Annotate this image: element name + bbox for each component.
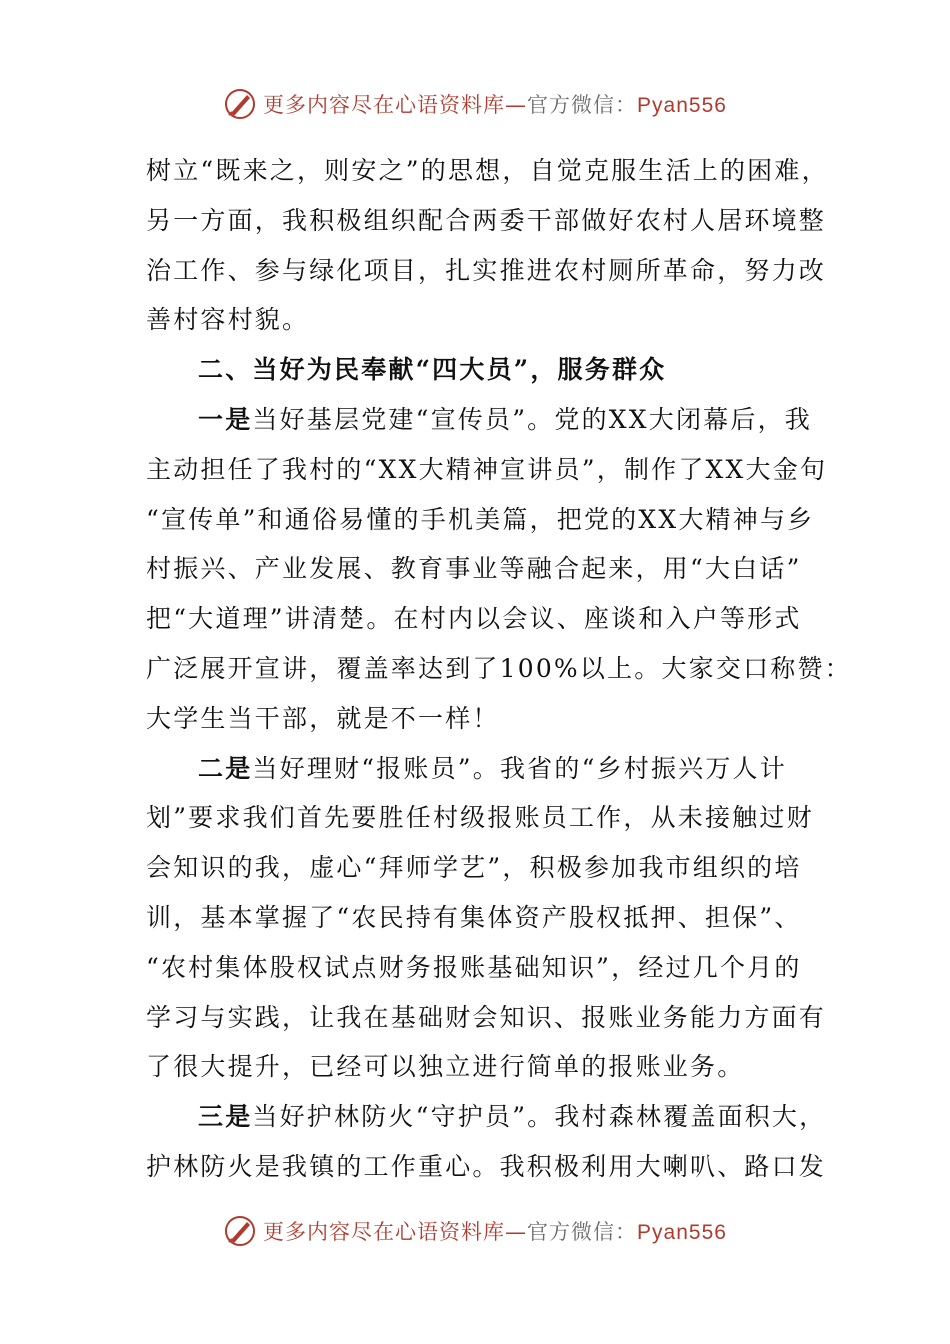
text-line: 树立“既来之，则安之”的思想，自觉克服生活上的困难， — [146, 156, 829, 185]
watermark-separator: — — [505, 93, 528, 117]
text-line: 学习与实践，让我在基础财会知识、报账业务能力方面有 — [146, 1002, 827, 1032]
text-line: 大学生当干部，就是不一样！ — [146, 703, 500, 733]
text-line — [146, 1092, 827, 1142]
text-line — [146, 395, 812, 445]
section-heading: 二、当好为民奉献“四大员”，服务群众 — [198, 355, 667, 385]
watermark-text — [263, 89, 727, 119]
watermark-official-label: 官方微信： — [527, 1220, 638, 1244]
text-line: 划”要求我们首先要胜任村级报账员工作，从未接触过财 — [146, 803, 814, 833]
footer-watermark — [0, 1211, 950, 1251]
text-span: 当好基层党建“宣传员”。党的XX大闭幕后，我 — [252, 404, 812, 434]
pen-logo-icon — [223, 1214, 257, 1248]
watermark-brand: 更多内容尽在心语资料库 — [263, 1220, 506, 1244]
text-line: 了很大提升，已经可以独立进行简单的报账业务。 — [146, 1052, 745, 1082]
text-line: 主动担任了我村的“XX大精神宣讲员”，制作了XX大金句 — [146, 454, 828, 484]
watermark-text — [263, 1216, 727, 1246]
text-line: 治工作、参与绿化项目，扎实推进农村厕所革命，努力改 — [146, 255, 827, 285]
text-line — [146, 744, 806, 794]
point-lead: 一是 — [198, 404, 253, 434]
watermark-wechat-id: Pyan556 — [637, 1221, 727, 1244]
text-line: “宣传单”和通俗易懂的手机美篇，把党的XX大精神与乡 — [146, 504, 815, 534]
header-watermark — [0, 84, 950, 124]
text-line: 训，基本掌握了“农民持有集体资产股权抵押、担保”、 — [146, 902, 802, 932]
text-line: 会知识的我，虚心“拜师学艺”，积极参加我市组织的培 — [146, 853, 802, 883]
text-span: 当好护林防火“守护员”。我村森林覆盖面积大， — [252, 1102, 827, 1132]
text-line: 村振兴、产业发展、教育事业等融合起来，用“大白话” — [146, 554, 802, 584]
watermark-separator: — — [505, 1220, 528, 1244]
text-line: 另一方面，我积极组织配合两委干部做好农村人居环境整 — [146, 205, 827, 235]
watermark-brand: 更多内容尽在心语资料库 — [263, 93, 506, 117]
text-line: 广泛展开宣讲，覆盖率达到了100%以上。大家交口称赞： — [146, 653, 852, 683]
watermark-wechat-id: Pyan556 — [637, 94, 727, 117]
document-body — [146, 146, 852, 1192]
watermark-official-label: 官方微信： — [527, 93, 638, 117]
text-span: 当好理财“报账员”。我省的“乡村振兴万人计 — [252, 753, 787, 783]
point-lead: 三是 — [198, 1102, 253, 1132]
text-line: 善村容村貌。 — [146, 305, 310, 335]
pen-logo-icon — [223, 87, 257, 121]
point-lead: 二是 — [198, 753, 253, 783]
text-line: “农村集体股权试点财务报账基础知识”，经过几个月的 — [146, 952, 802, 982]
text-line: 把“大道理”讲清楚。在村内以会议、座谈和入户等形式 — [146, 604, 802, 634]
text-line: 护林防火是我镇的工作重心。我积极利用大喇叭、路口发 — [146, 1151, 827, 1181]
